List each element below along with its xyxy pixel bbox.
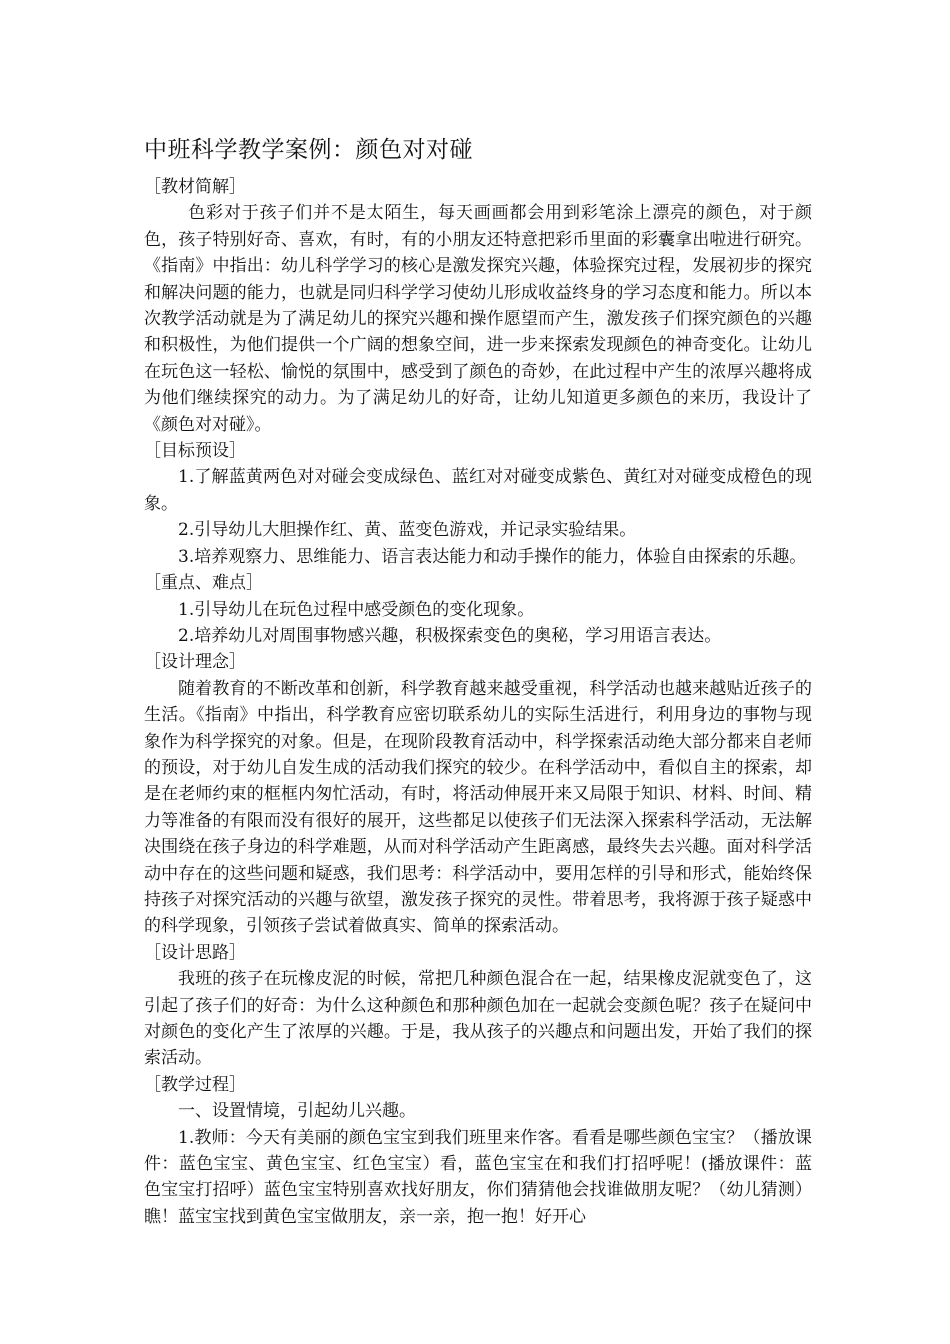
section-goals [144, 438, 812, 570]
paragraph: 色彩对于孩子们并不是太陌生，每天画画都会用到彩笔涂上漂亮的颜色，对于颜色，孩子特别好奇、喜欢，有时，有的小朋友还特意把彩币里面的彩囊拿出啦进行研究。《指南》中指出：幼儿科学学习的核心是激发探究兴趣，体验探究过程，发展初步的探究和解决问题的能力，也就是同归科学学习使幼儿形成收益终身的学习态度和能力。所以本次教学活动就是为了满足幼儿的探究兴趣和操作愿望而产生，激发孩子们探究颜色的兴趣和积极性，为他们提供一个广阔的想象空间，进一步来探索发现颜色的神奇变化。让幼儿在玩色这一轻松、愉悦的氛围中，感受到了颜色的奇妙，在此过程中产生的浓厚兴趣将成为他们继续探究的动力。为了满足幼儿的好奇，让幼儿知道更多颜色的来历，我设计了《颜色对对碰》。 [144, 203, 812, 435]
section-heading: ［设计理念］ [144, 652, 246, 673]
paragraph: 随着教育的不断改革和创新，科学教育越来越受重视，科学活动也越来越贴近孩子的生活。《指南》中指出，科学教育应密切联系幼儿的实际生活进行，利用身边的事物与现象作为科学探究的对象。但是，在现阶段教育活动中，科学探索活动绝大部分都来自老师的预设，对于幼儿自发生成的活动我们探究的较少。在科学活动中，看似自主的探索，却是在老师约束的框框内匆忙活动，有时，将活动伸展开来又局限于知识、材料、时间、精力等准备的有限而没有很好的展开，这些都足以使孩子们无法深入探索科学活动，无法解决围绕在孩子身边的科学难题，从而对科学活动产生距离感，最终失去兴趣。面对科学活动中存在的这些问题和疑惑，我们思考：科学活动中，要用怎样的引导和形式，能始终保持孩子对探究活动的兴趣与欲望，激发孩子探究的灵性。带着思考，我将源于孩子疑惑中的科学现象，引领孩子尝试着做真实、简单的探索活动。 [144, 678, 812, 937]
paragraph: 2.引导幼儿大胆操作红、黄、蓝变色游戏，并记录实验结果。 [178, 520, 637, 541]
section-heading: ［重点、难点］ [144, 573, 263, 594]
document-title: 中班科学教学案例：颜色对对碰 [144, 137, 473, 163]
section-heading: ［教学过程］ [144, 1074, 246, 1095]
section-design-idea [144, 940, 812, 1072]
section-heading: ［设计思路］ [144, 942, 246, 963]
paragraph: 我班的孩子在玩橡皮泥的时候，常把几种颜色混合在一起，结果橡皮泥就变色了，这引起了孩子们的好奇：为什么这种颜色和那种颜色加在一起就会变颜色呢？孩子在疑问中对颜色的变化产生了浓厚的兴趣。于是，我从孩子的兴趣点和问题出发，开始了我们的探索活动。 [144, 969, 812, 1069]
section-design-concept [144, 649, 812, 939]
section-key-points [144, 570, 812, 649]
section-textbook-analysis [144, 174, 812, 438]
document-page [144, 132, 812, 1230]
paragraph: 2.培养幼儿对周围事物感兴趣，积极探索变色的奥秘，学习用语言表达。 [178, 625, 722, 646]
paragraph: 一、设置情境，引起幼儿兴趣。 [178, 1101, 416, 1122]
section-heading: ［目标预设］ [144, 441, 246, 462]
paragraph: 1.了解蓝黄两色对对碰会变成绿色、蓝红对对碰变成紫色、黄红对对碰变成橙色的现象。 [144, 467, 812, 514]
paragraph: 3.培养观察力、思维能力、语言表达能力和动手操作的能力，体验自由探索的乐趣。 [178, 546, 807, 567]
paragraph: 1.引导幼儿在玩色过程中感受颜色的变化现象。 [178, 599, 535, 620]
section-teaching-process [144, 1072, 812, 1230]
section-heading: ［教材简解］ [144, 177, 246, 197]
paragraph: 1.教师：今天有美丽的颜色宝宝到我们班里来作客。看看是哪些颜色宝宝？（播放课件：蓝色宝宝、黄色宝宝、红色宝宝）看，蓝色宝宝在和我们打招呼呢！(播放课件：蓝色宝宝打招呼）蓝色宝宝特别喜欢找好朋友，你们猜猜他会找谁做朋友呢？（幼儿猜测）瞧！蓝宝宝找到黄色宝宝做朋友，亲一亲，抱一抱！好开心 [144, 1127, 812, 1227]
